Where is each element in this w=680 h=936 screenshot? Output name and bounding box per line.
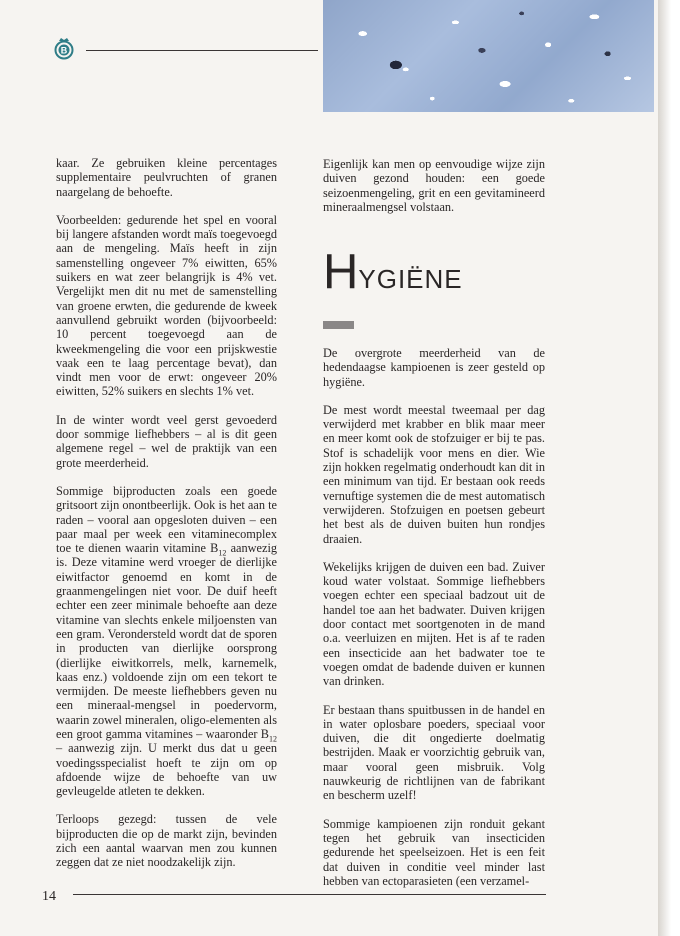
subscript: 12 bbox=[269, 734, 277, 744]
text-run: Sommige bijproducten zoals een goede gritsoort zijn onontbeerlijk. Ook is het aan te raden – vooral aan opgesloten duiven – een paar maal per week een vitaminecomplex toe te dienen waarin vitamine B bbox=[56, 483, 277, 556]
page-edge bbox=[658, 0, 680, 936]
section-heading bbox=[323, 245, 463, 299]
paragraph: Voorbeelden: gedurende het spel en vooral bij langere afstanden wordt maïs toegevoegd aan de mengeling. Maïs heeft in zijn samenstelling ongeveer 7% eiwitten, 65% suikers en wat zeer belangrijk is 4% vet. Vergelijkt men dit nu met de samenstelling van groene erwten, die gedurende de kweek aanvullend gebruikt worden (bijvoorbeeld: 10 percent toegevoegd aan de kweekmengeling die voor een prijskwestie vaak een te laag percentage bevat), dan vindt men voor de erwt: ongeveer 20% eiwitten, 52% suikers en slechts 1% vet. bbox=[56, 212, 277, 399]
subscript: 12 bbox=[218, 548, 227, 558]
paragraph: In de winter wordt veel gerst gevoederd door sommige liefhebbers – al is dit geen algemene regel – wel de praktijk van een grote meerderheid. bbox=[56, 412, 277, 470]
heading-bar bbox=[323, 321, 354, 329]
pigeon-flock-photo bbox=[323, 0, 654, 112]
paragraph: kaar. Ze gebruiken kleine percentages supplementaire peulvruchten of granen naargelang de behoefte. bbox=[56, 156, 277, 199]
paragraph: Sommige kampioenen zijn ronduit gekant tegen het gebruik van insecticiden gedurende het speelseizoen. Het is een feit dat duiven in conditie veel minder last hebben van ectoparasieten (een verzamel- bbox=[323, 816, 545, 888]
footer-rule bbox=[73, 894, 546, 895]
svg-text:B: B bbox=[60, 45, 68, 56]
heading-initial: H bbox=[323, 245, 359, 299]
page-number: 14 bbox=[42, 889, 56, 904]
left-column bbox=[56, 156, 277, 884]
text-run: – aanwezig zijn. U merkt dus dat u geen voedingsspecialist hoeft te zijn om op afdoende wijze de behoefte van uw gevleugelde atleten te dekken. bbox=[56, 741, 277, 799]
vitamin-paragraph bbox=[56, 484, 277, 799]
header-rule bbox=[86, 50, 318, 51]
paragraph: De overgrote meerderheid van de hedendaagse kampioenen is zeer gesteld op hygiëne. bbox=[323, 346, 545, 389]
emblem-b-crowned-icon bbox=[52, 36, 76, 60]
paragraph: Er bestaan thans spuitbussen in de handel en in water oplosbare poeders, speciaal voor duiven, die dit ongedierte doelmatig bestrijden. Maak er voorzichtig gebruik van, maar vooral geen misbruik. Volg nauwkeurig de richtlijnen van de fabrikant en bescherm uzelf! bbox=[323, 702, 545, 803]
intro-paragraph: Eigenlijk kan men op eenvoudige wijze zijn duiven gezond houden: een goede seizoenmengeling, grit en een gevitamineerd mineraalmengsel volstaan. bbox=[323, 157, 545, 214]
text-run: aanwezig is. Deze vitamine werd vroeger de dierlijke eiwitfactor genoemd en komt in de graanmengelingen niet voor. De duif heeft echter een zeer minimale behoefte aan deze vitamine van slechts enkele miljoensten van een gram. Verondersteld wordt dat de sporen in producten van dierlijke oorsprong (dierlijke eiwitkorrels, melk, karnemelk, kaas enz.) voldoende zijn om een tekort te vermijden. De meeste liefhebbers geven nu een mineraal-mengsel in poedervorm, waarin zowel mineralen, oligo-elementen als een groot gamma vitamines – waaronder B bbox=[56, 541, 278, 741]
heading-rest: YGIËNE bbox=[358, 264, 463, 294]
right-column-body bbox=[323, 346, 545, 902]
paragraph: De mest wordt meestal tweemaal per dag verwijderd met krabber en blik maar meer en meer komt ook de stofzuiger er bij te pas. Stof is schadelijk voor mens en dier. Wie zijn hokken regelmatig onderhoudt kan dit in een minimum van tijd. Er bestaan ook reeds vernuftige systemen die de mest automatisch verwijderen. Stofzuigen en poetsen gebeurt het best als de duiven buiten hun rondjes draaien. bbox=[323, 402, 545, 546]
paragraph: Wekelijks krijgen de duiven een bad. Zuiver koud water volstaat. Sommige liefhebbers voegen echter een speciaal badzout uit de handel toe aan het badwater. Duiven krijgen door contact met soortgenoten in de mand o.a. veerluizen en mijten. Het is af te raden een insecticide aan het badwater toe te voegen omdat de badende duiven er kunnen van drinken. bbox=[323, 559, 545, 689]
right-column-intro bbox=[323, 157, 545, 228]
paragraph: Terloops gezegd: tussen de vele bijproducten die op de markt zijn, bevinden zich een aantal waarvan men zou kunnen zeggen dat ze niet noodzakelijk zijn. bbox=[56, 812, 277, 870]
